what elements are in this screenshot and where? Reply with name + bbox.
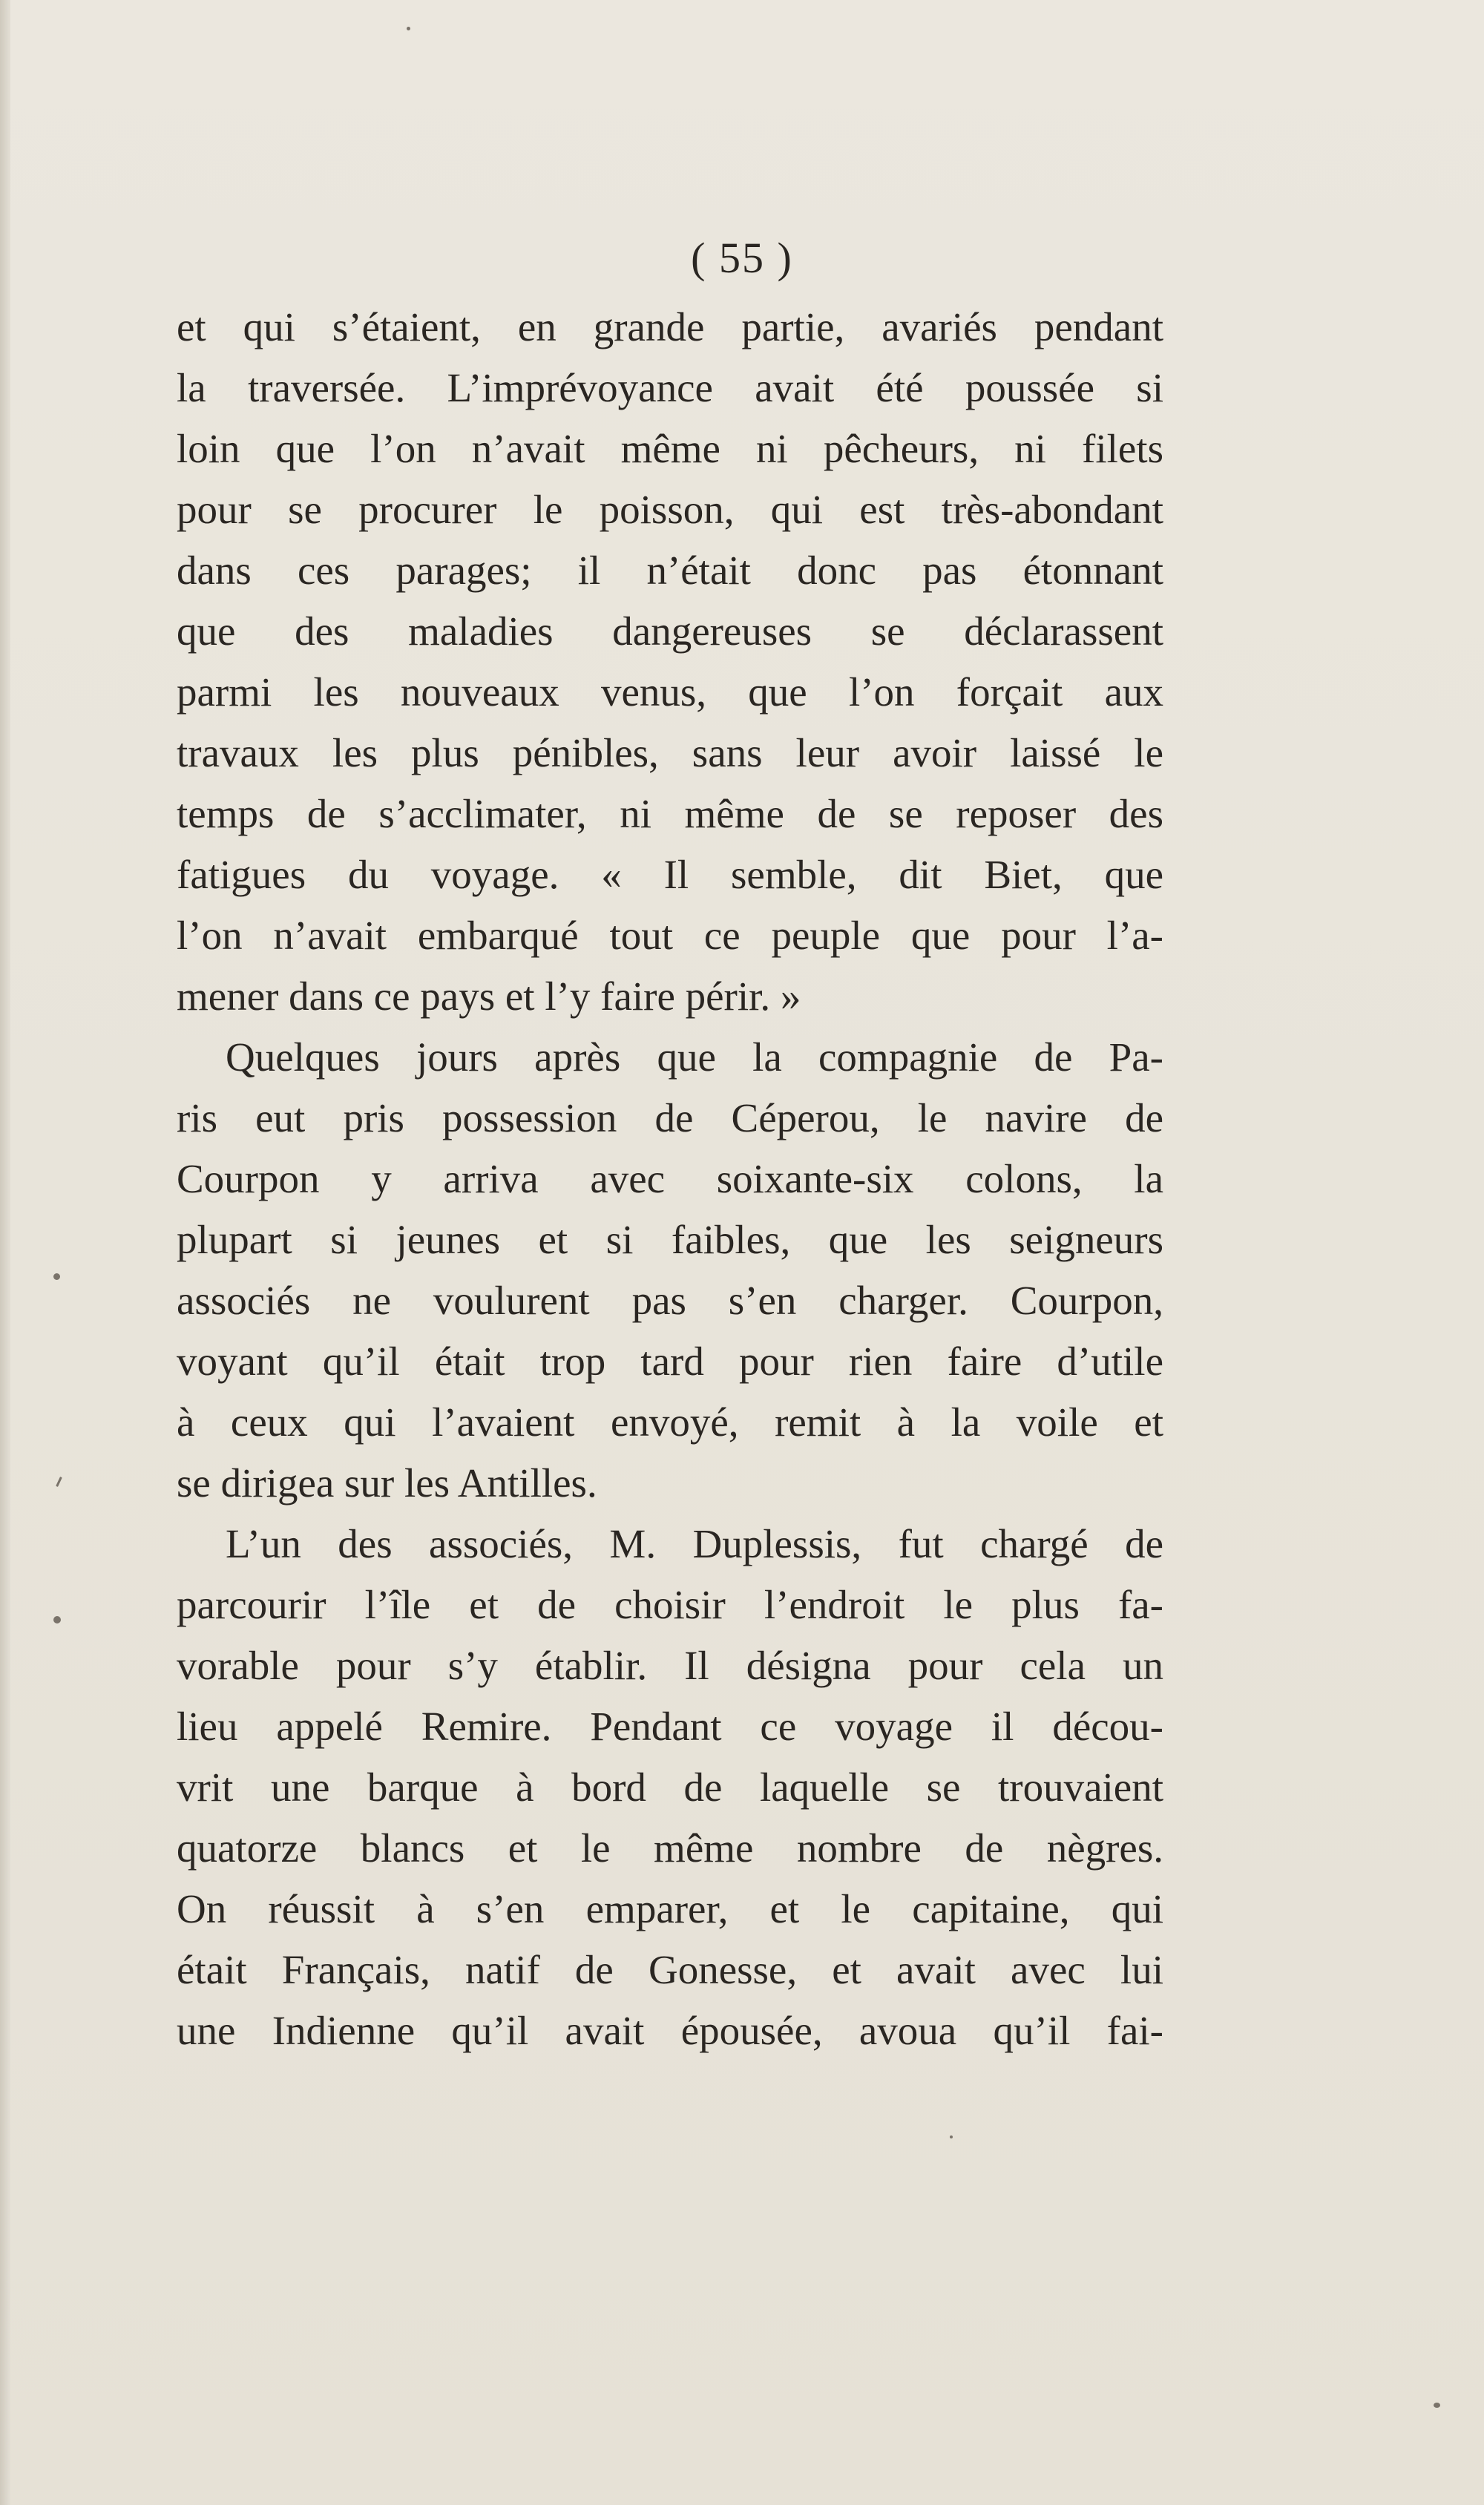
text-line: Courpon y arriva avec soixante-six colons, la [177, 1156, 1163, 1201]
paper-speck [407, 27, 410, 30]
text-line: On réussit à s’en emparer, et le capitaine, qui [177, 1886, 1163, 1931]
page-binding-edge [0, 0, 10, 2505]
paper-speck [1434, 2403, 1440, 2408]
text-line: temps de s’acclimater, ni même de se reposer des [177, 791, 1163, 836]
text-line: une Indienne qu’il avait épousée, avoua qu’il fai- [177, 2008, 1163, 2053]
text-line: travaux les plus pénibles, sans leur avoir laissé le [177, 730, 1163, 775]
text-line: à ceux qui l’avaient envoyé, remit à la voile et [177, 1399, 1163, 1445]
text-line: fatigues du voyage. « Il semble, dit Biet, que [177, 852, 1163, 897]
text-line: dans ces parages; il n’était donc pas étonnant [177, 548, 1163, 593]
text-line: L’un des associés, M. Duplessis, fut chargé de [226, 1521, 1163, 1566]
text-line: lieu appelé Remire. Pendant ce voyage il décou- [177, 1704, 1163, 1749]
text-line: parcourir l’île et de choisir l’endroit le plus fa- [177, 1582, 1163, 1627]
text-line: parmi les nouveaux venus, que l’on forçait aux [177, 669, 1163, 715]
text-line: loin que l’on n’avait même ni pêcheurs, ni filets [177, 426, 1163, 471]
text-line: mener dans ce pays et l’y faire périr. » [177, 974, 801, 1019]
paper-speck [56, 1477, 62, 1487]
text-line: l’on n’avait embarqué tout ce peuple que pour l’a- [177, 913, 1163, 958]
text-line: associés ne voulurent pas s’en charger. Courpon, [177, 1278, 1163, 1323]
text-line: pour se procurer le poisson, qui est très-abondant [177, 487, 1163, 532]
text-line: que des maladies dangereuses se déclarassent [177, 608, 1163, 654]
text-line: la traversée. L’imprévoyance avait été poussée si [177, 365, 1163, 410]
text-line: était Français, natif de Gonesse, et avait avec lui [177, 1947, 1163, 1992]
text-line: vorable pour s’y établir. Il désigna pour cela un [177, 1643, 1163, 1688]
paper-speck [53, 1616, 61, 1624]
text-line: quatorze blancs et le même nombre de nègres. [177, 1825, 1163, 1871]
text-line: se dirigea sur les Antilles. [177, 1460, 597, 1506]
text-line: vrit une barque à bord de laquelle se trouvaient [177, 1764, 1163, 1810]
text-line: ris eut pris possession de Céperou, le navire de [177, 1095, 1163, 1140]
paper-speck [53, 1273, 60, 1280]
paper-speck [950, 2135, 953, 2138]
text-line: et qui s’étaient, en grande partie, avariés pendant [177, 304, 1163, 349]
page-number: ( 55 ) [691, 234, 793, 282]
text-line: plupart si jeunes et si faibles, que les seigneurs [177, 1217, 1163, 1262]
text-line: voyant qu’il était trop tard pour rien faire d’utile [177, 1339, 1163, 1384]
body-text [177, 297, 1163, 2061]
text-line: Quelques jours après que la compagnie de Pa- [226, 1034, 1163, 1080]
